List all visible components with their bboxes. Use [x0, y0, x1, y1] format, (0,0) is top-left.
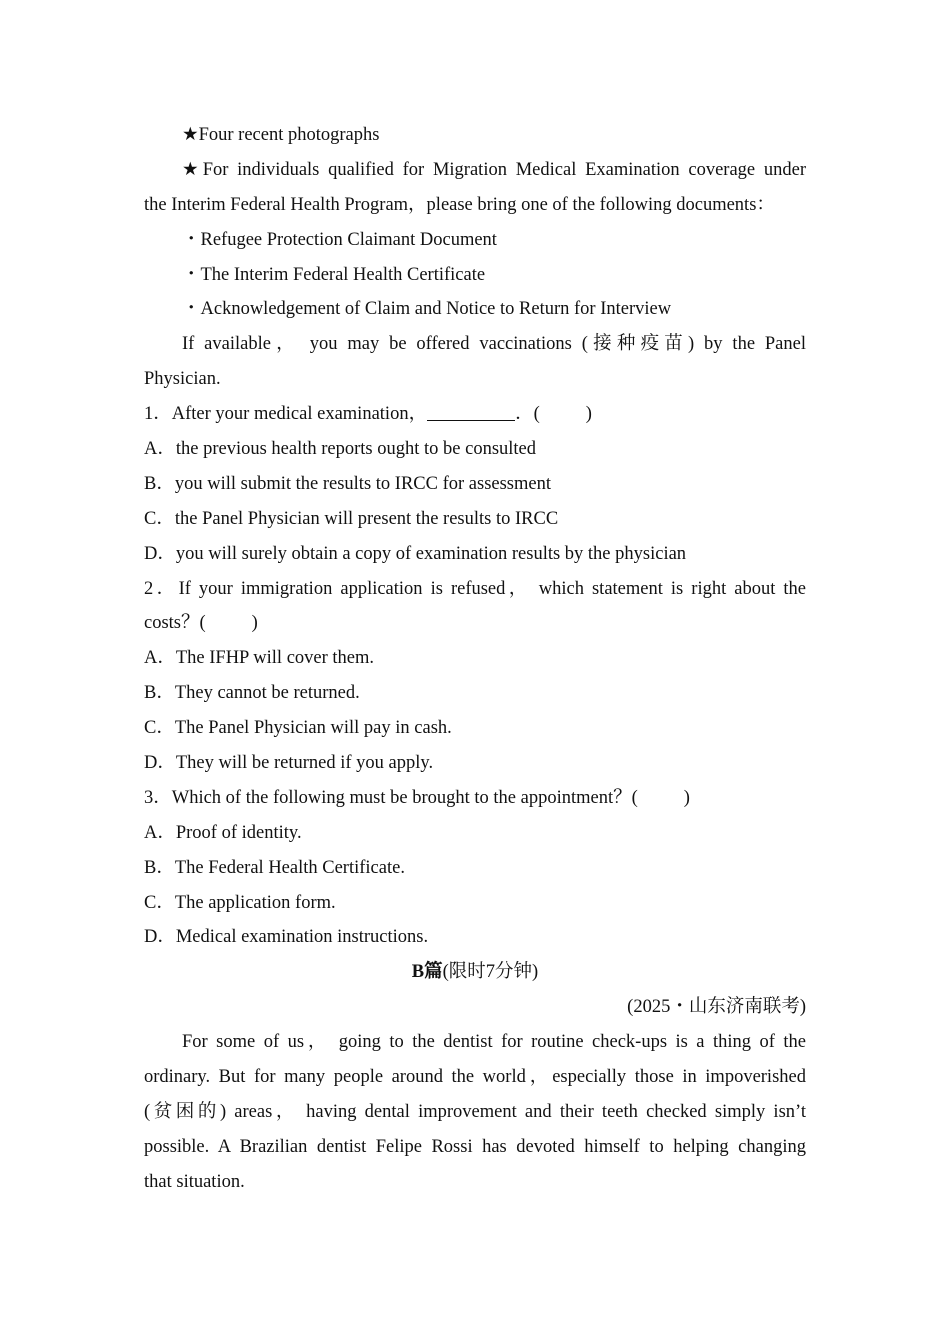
- passage-line: For some of us， going to the dentist for routine check-ups is a thing of the: [182, 1032, 806, 1053]
- option-b: B．The Federal Health Certificate.: [144, 857, 405, 878]
- option-b: B．you will submit the results to IRCC for assessment: [144, 473, 551, 494]
- option-d: D．They will be returned if you apply.: [144, 753, 434, 774]
- section-b-title: [144, 955, 806, 990]
- question-2-text: costs？(: [144, 613, 206, 634]
- option-c: C．the Panel Physician will present the results to IRCC: [144, 508, 559, 529]
- vaccination-paragraph-line2: Physician.: [144, 369, 221, 390]
- question-3-end: ): [683, 787, 690, 808]
- option-c: C．The Panel Physician will pay in cash.: [144, 718, 452, 739]
- question-2-stem-line2: [144, 606, 806, 641]
- option-d: D．Medical examination instructions.: [144, 927, 429, 948]
- option-a: A．the previous health reports ought to be consulted: [144, 439, 537, 460]
- section-b-label: B篇: [411, 962, 443, 983]
- bullet-item: ・Refugee Protection Claimant Document: [182, 229, 497, 250]
- question-1-tail: ．(: [515, 404, 540, 425]
- section-b-source: (2025・山东济南联考): [627, 997, 806, 1018]
- question-1-text: 1．After your medical examination，: [144, 404, 428, 425]
- question-2-stem-line1: 2．If your immigration application is refused， which statement is right about the: [144, 578, 806, 599]
- question-1-end: ): [585, 404, 592, 425]
- option-a: A．The IFHP will cover them.: [144, 648, 375, 669]
- bullet-item: ・The Interim Federal Health Certificate: [182, 264, 486, 285]
- requirement-ifhp-line2: the Interim Federal Health Program，please bring one of the following documents：: [144, 194, 775, 215]
- section-b-time-limit: (限时7分钟): [442, 962, 539, 983]
- requirement-photos: ★Four recent photographs: [182, 125, 380, 145]
- passage-line: (贫困的) areas， having dental improvement and their teeth checked simply isn’t: [144, 1101, 806, 1122]
- question-3-stem: [144, 781, 806, 816]
- question-3-text: 3．Which of the following must be brought to the appointment？(: [144, 787, 638, 808]
- option-c: C．The application form.: [144, 892, 336, 913]
- document-page: [144, 118, 806, 1200]
- passage-line: that situation.: [144, 1171, 245, 1192]
- vaccination-paragraph-line1: If available， you may be offered vaccinations (接种疫苗) by the Panel: [182, 334, 806, 355]
- option-d: D．you will surely obtain a copy of examination results by the physician: [144, 543, 687, 564]
- option-b: B．They cannot be returned.: [144, 683, 360, 704]
- question-1-stem: [144, 397, 806, 432]
- requirement-ifhp-line1: ★For individuals qualified for Migration Medical Examination coverage under: [182, 159, 806, 180]
- question-2-end: ): [251, 613, 258, 634]
- passage-line: ordinary. But for many people around the world，especially those in impoverished: [144, 1067, 806, 1088]
- answer-blank: [427, 402, 515, 421]
- bullet-item: ・Acknowledgement of Claim and Notice to Return for Interview: [182, 299, 672, 320]
- option-a: A．Proof of identity.: [144, 822, 302, 843]
- passage-line: possible. A Brazilian dentist Felipe Rossi has devoted himself to helping changing: [144, 1136, 806, 1157]
